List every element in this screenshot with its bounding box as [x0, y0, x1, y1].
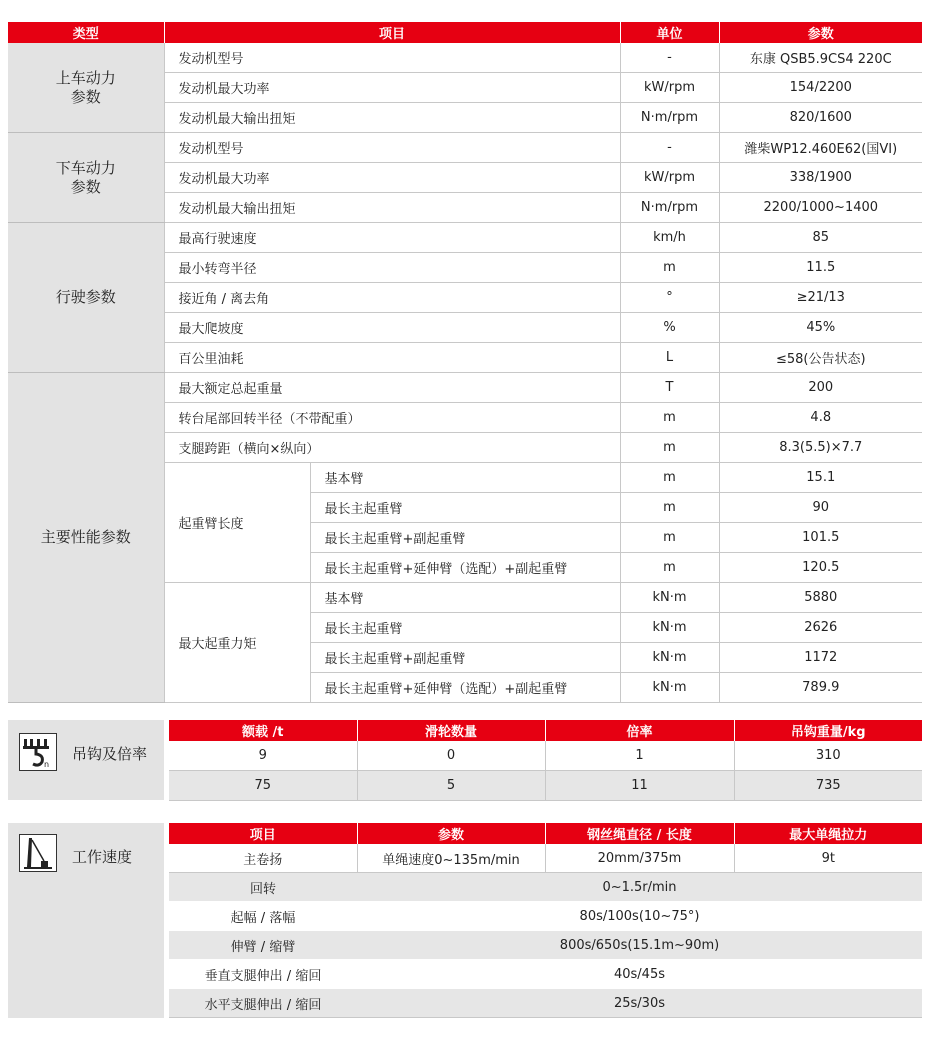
value-cell: 90 — [719, 493, 922, 523]
value-cell: 789.9 — [719, 673, 922, 703]
table-row — [8, 223, 922, 253]
value-cell: 154/2200 — [719, 73, 922, 103]
cell: 主卷扬 — [169, 844, 357, 873]
value-cell: 200 — [719, 373, 922, 403]
item-cell: 最长主起重臂+延伸臂（选配）+副起重臂 — [310, 553, 620, 583]
category-upper-power — [8, 43, 164, 133]
item-cell: 支腿跨距（横向×纵向） — [164, 433, 620, 463]
item-cell: 发动机最大功率 — [164, 73, 620, 103]
value-cell: 潍柴WP12.460E62(国VI) — [719, 133, 922, 163]
header-item: 项目 — [164, 22, 620, 43]
unit-cell: N·m/rpm — [620, 103, 719, 133]
unit-cell: L — [620, 343, 719, 373]
cell: 75 — [169, 771, 357, 801]
item-cell: 发动机型号 — [164, 43, 620, 73]
value-cell: 8.3(5.5)×7.7 — [719, 433, 922, 463]
spec-header-row — [8, 22, 922, 43]
unit-cell: m — [620, 403, 719, 433]
cell: 起幅 / 落幅 — [169, 902, 357, 931]
item-cell: 最高行驶速度 — [164, 223, 620, 253]
value-cell: 1172 — [719, 643, 922, 673]
header-type: 类型 — [8, 22, 164, 43]
item-cell: 最长主起重臂 — [310, 613, 620, 643]
item-cell: 最长主起重臂+副起重臂 — [310, 523, 620, 553]
cell: 0 — [357, 741, 545, 771]
crane-hook-icon — [19, 733, 57, 771]
item-cell: 最长主起重臂+延伸臂（选配）+副起重臂 — [310, 673, 620, 703]
unit-cell: m — [620, 493, 719, 523]
cell: 垂直支腿伸出 / 缩回 — [169, 960, 357, 989]
category-main-performance: 主要性能参数 — [8, 373, 164, 703]
value-cell: 2200/1000~1400 — [719, 193, 922, 223]
table-row — [169, 873, 922, 902]
table-row — [169, 844, 922, 873]
unit-cell: kW/rpm — [620, 163, 719, 193]
item-cell: 百公里油耗 — [164, 343, 620, 373]
value-cell: ≥21/13 — [719, 283, 922, 313]
category-label: 参数 — [70, 87, 101, 106]
cell: 伸臂 / 缩臂 — [169, 931, 357, 960]
header-unit: 单位 — [620, 22, 719, 43]
unit-cell: kN·m — [620, 583, 719, 613]
header-param: 参数 — [719, 22, 922, 43]
item-cell: 基本臂 — [310, 583, 620, 613]
cell: 25s/30s — [357, 989, 922, 1018]
hook-panel-title: 吊钩及倍率 — [72, 745, 148, 763]
value-cell: 120.5 — [719, 553, 922, 583]
table-row — [169, 741, 922, 771]
unit-cell: - — [620, 43, 719, 73]
value-cell: 101.5 — [719, 523, 922, 553]
table-row — [169, 771, 922, 801]
table-row — [8, 133, 922, 163]
item-cell: 发动机型号 — [164, 133, 620, 163]
group-boom-length: 起重臂长度 — [164, 463, 310, 583]
unit-cell: N·m/rpm — [620, 193, 719, 223]
item-cell: 接近角 / 离去角 — [164, 283, 620, 313]
item-cell: 最小转弯半径 — [164, 253, 620, 283]
value-cell: 5880 — [719, 583, 922, 613]
unit-cell: m — [620, 553, 719, 583]
item-cell: 最长主起重臂+副起重臂 — [310, 643, 620, 673]
item-cell: 基本臂 — [310, 463, 620, 493]
item-cell: 转台尾部回转半径（不带配重） — [164, 403, 620, 433]
unit-cell: kN·m — [620, 673, 719, 703]
cell: 20mm/375m — [545, 844, 734, 873]
cell: 800s/650s(15.1m~90m) — [357, 931, 922, 960]
header-rope: 钢丝绳直径 / 长度 — [545, 823, 734, 844]
unit-cell: % — [620, 313, 719, 343]
group-lifting-moment: 最大起重力矩 — [164, 583, 310, 703]
item-cell: 发动机最大输出扭矩 — [164, 193, 620, 223]
cell: 单绳速度0~135m/min — [357, 844, 545, 873]
table-row — [169, 960, 922, 989]
item-cell: 最大爬坡度 — [164, 313, 620, 343]
category-driving: 行驶参数 — [8, 223, 164, 373]
value-cell: 15.1 — [719, 463, 922, 493]
hook-panel — [8, 720, 922, 800]
value-cell: 11.5 — [719, 253, 922, 283]
value-cell: 820/1600 — [719, 103, 922, 133]
unit-cell: m — [620, 463, 719, 493]
cell: 1 — [545, 741, 734, 771]
header-pulley-count: 滑轮数量 — [357, 720, 545, 741]
category-lower-power — [8, 133, 164, 223]
unit-cell: km/h — [620, 223, 719, 253]
value-cell: 东康 QSB5.9CS4 220C — [719, 43, 922, 73]
table-row — [169, 989, 922, 1018]
header-ratio: 倍率 — [545, 720, 734, 741]
cell: 回转 — [169, 873, 357, 902]
cell: 9 — [169, 741, 357, 771]
speed-header-row — [169, 823, 922, 844]
table-row — [8, 43, 922, 73]
value-cell: 338/1900 — [719, 163, 922, 193]
speed-panel-label — [8, 823, 164, 1018]
table-row — [8, 373, 922, 403]
cell: 水平支腿伸出 / 缩回 — [169, 989, 357, 1018]
hook-panel-label — [8, 720, 164, 800]
cell: 11 — [545, 771, 734, 801]
unit-cell: m — [620, 253, 719, 283]
cell: 40s/45s — [357, 960, 922, 989]
speed-panel-title: 工作速度 — [72, 848, 133, 866]
unit-cell: ° — [620, 283, 719, 313]
speed-panel — [8, 823, 922, 1018]
unit-cell: - — [620, 133, 719, 163]
hook-table — [169, 720, 922, 801]
value-cell: 4.8 — [719, 403, 922, 433]
cell: 80s/100s(10~75°) — [357, 902, 922, 931]
header-rated-load: 额载 /t — [169, 720, 357, 741]
table-row — [169, 902, 922, 931]
cell: 735 — [734, 771, 922, 801]
value-cell: 85 — [719, 223, 922, 253]
header-item: 项目 — [169, 823, 357, 844]
item-cell: 发动机最大功率 — [164, 163, 620, 193]
item-cell: 最大额定总起重量 — [164, 373, 620, 403]
unit-cell: kN·m — [620, 613, 719, 643]
unit-cell: m — [620, 523, 719, 553]
cell: 310 — [734, 741, 922, 771]
hook-header-row — [169, 720, 922, 741]
unit-cell: T — [620, 373, 719, 403]
item-cell: 最长主起重臂 — [310, 493, 620, 523]
spec-table — [8, 22, 922, 703]
category-label: 参数 — [70, 177, 101, 196]
svg-text:n: n — [44, 760, 50, 769]
header-max-pull: 最大单绳拉力 — [734, 823, 922, 844]
value-cell: 2626 — [719, 613, 922, 643]
value-cell: ≤58(公告状态) — [719, 343, 922, 373]
category-label: 下车动力 — [55, 158, 116, 177]
crane-boom-icon — [19, 834, 57, 872]
cell: 0~1.5r/min — [357, 873, 922, 902]
cell: 5 — [357, 771, 545, 801]
category-label: 上车动力 — [55, 68, 116, 87]
header-hook-weight: 吊钩重量/kg — [734, 720, 922, 741]
unit-cell: m — [620, 433, 719, 463]
item-cell: 发动机最大输出扭矩 — [164, 103, 620, 133]
table-row — [169, 931, 922, 960]
unit-cell: kN·m — [620, 643, 719, 673]
unit-cell: kW/rpm — [620, 73, 719, 103]
speed-table — [169, 823, 922, 1018]
cell: 9t — [734, 844, 922, 873]
value-cell: 45% — [719, 313, 922, 343]
header-param: 参数 — [357, 823, 545, 844]
